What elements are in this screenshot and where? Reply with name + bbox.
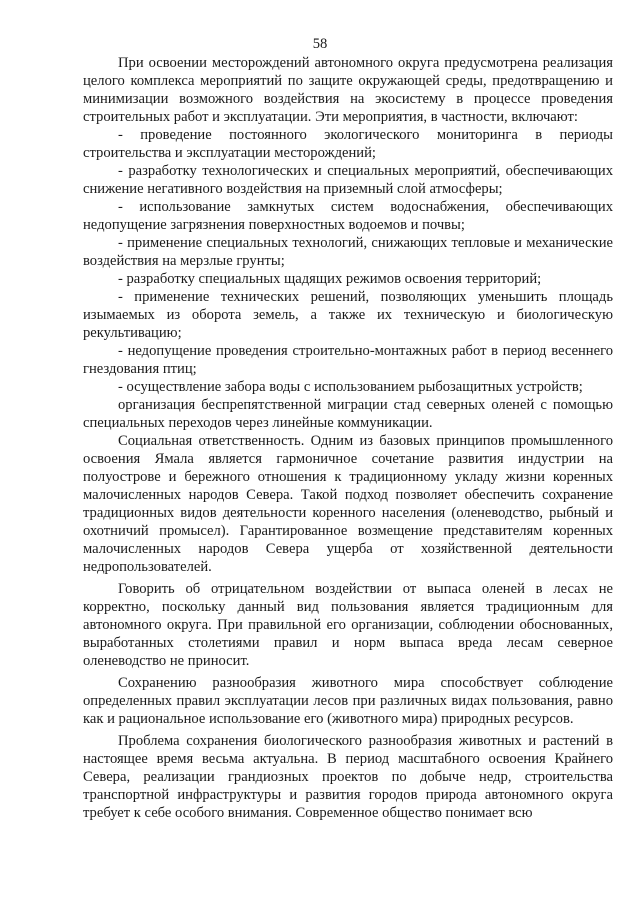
measure-item: - разработку специальных щадящих режимов освоения территорий; xyxy=(118,271,542,287)
social-responsibility-paragraph: Социальная ответственность. Одним из базовых принципов промышленного освоения Ямала является гармоничное сочетание развития индустрии на полуострове и бережного отношения к традиционному укладу жизни коренных малочисленных народов Севера. Такой подход позволяет обеспечить сохранение традиционных видов деятельности коренного населения (оленеводство, рыбный и охотничий промысел). Гарантированное возмещение представителям коренных малочисленных народов Севера ущерба от хозяйственной деятельности недропользователей. xyxy=(83,433,613,575)
intro-paragraph: При освоении месторождений автономного округа предусмотрена реализация целого комплекса мероприятий по защите окружающей среды, предотвращению и минимизации возможного воздействия на экосистему в процессе проведения строительных работ и эксплуатации. Эти мероприятия, в частности, включают: xyxy=(83,55,613,125)
reindeer-grazing-paragraph: Говорить об отрицательном воздействии от выпаса оленей в лесах не корректно, поскольку данный вид пользования является традиционным для автономного округа. При правильной его организации, соблюдении обоснованных, выработанных столетиями правил и норм выпаса вреда лесам северное оленеводство не приносит. xyxy=(83,581,613,669)
biodiversity-problem-paragraph: Проблема сохранения биологического разнообразия животных и растений в настоящее время весьма актуальна. В период масштабного освоения Крайнего Севера, реализации грандиозных проектов по добыче недр, строительства транспортной инфраструктуры и развития городов природа автономного округа требует к себе особого внимания. Современное общество понимает всю xyxy=(83,733,613,821)
measure-item: - недопущение проведения строительно-монтажных работ в период весеннего гнездования птиц; xyxy=(83,343,613,377)
measure-item: - использование замкнутых систем водоснабжения, обеспечивающих недопущение загрязнения поверхностных водоемов и почвы; xyxy=(83,199,613,233)
measure-item: - применение технических решений, позволяющих уменьшить площадь изымаемых из оборота земель, а также их техническую и биологическую рекультивацию; xyxy=(83,289,613,341)
page-content xyxy=(83,54,613,822)
measure-item: - разработку технологических и специальных мероприятий, обеспечивающих снижение негативного воздействия на приземный слой атмосферы; xyxy=(83,163,613,197)
measure-item: - применение специальных технологий, снижающих тепловые и механические воздействия на мерзлые грунты; xyxy=(83,235,613,269)
measure-item: - осуществление забора воды с использованием рыбозащитных устройств; xyxy=(118,379,583,395)
measure-item: - проведение постоянного экологического мониторинга в периоды строительства и эксплуатации месторождений; xyxy=(83,127,613,161)
measure-item: организация беспрепятственной миграции стад северных оленей с помощью специальных переходов через линейные коммуникации. xyxy=(83,397,613,431)
measures-list xyxy=(83,126,613,432)
wildlife-diversity-paragraph: Сохранению разнообразия животного мира способствует соблюдение определенных правил эксплуатации лесов при различных видах пользования, равно как и рациональное использование его (животного мира) природных ресурсов. xyxy=(83,675,613,727)
page-number: 58 xyxy=(312,36,328,52)
